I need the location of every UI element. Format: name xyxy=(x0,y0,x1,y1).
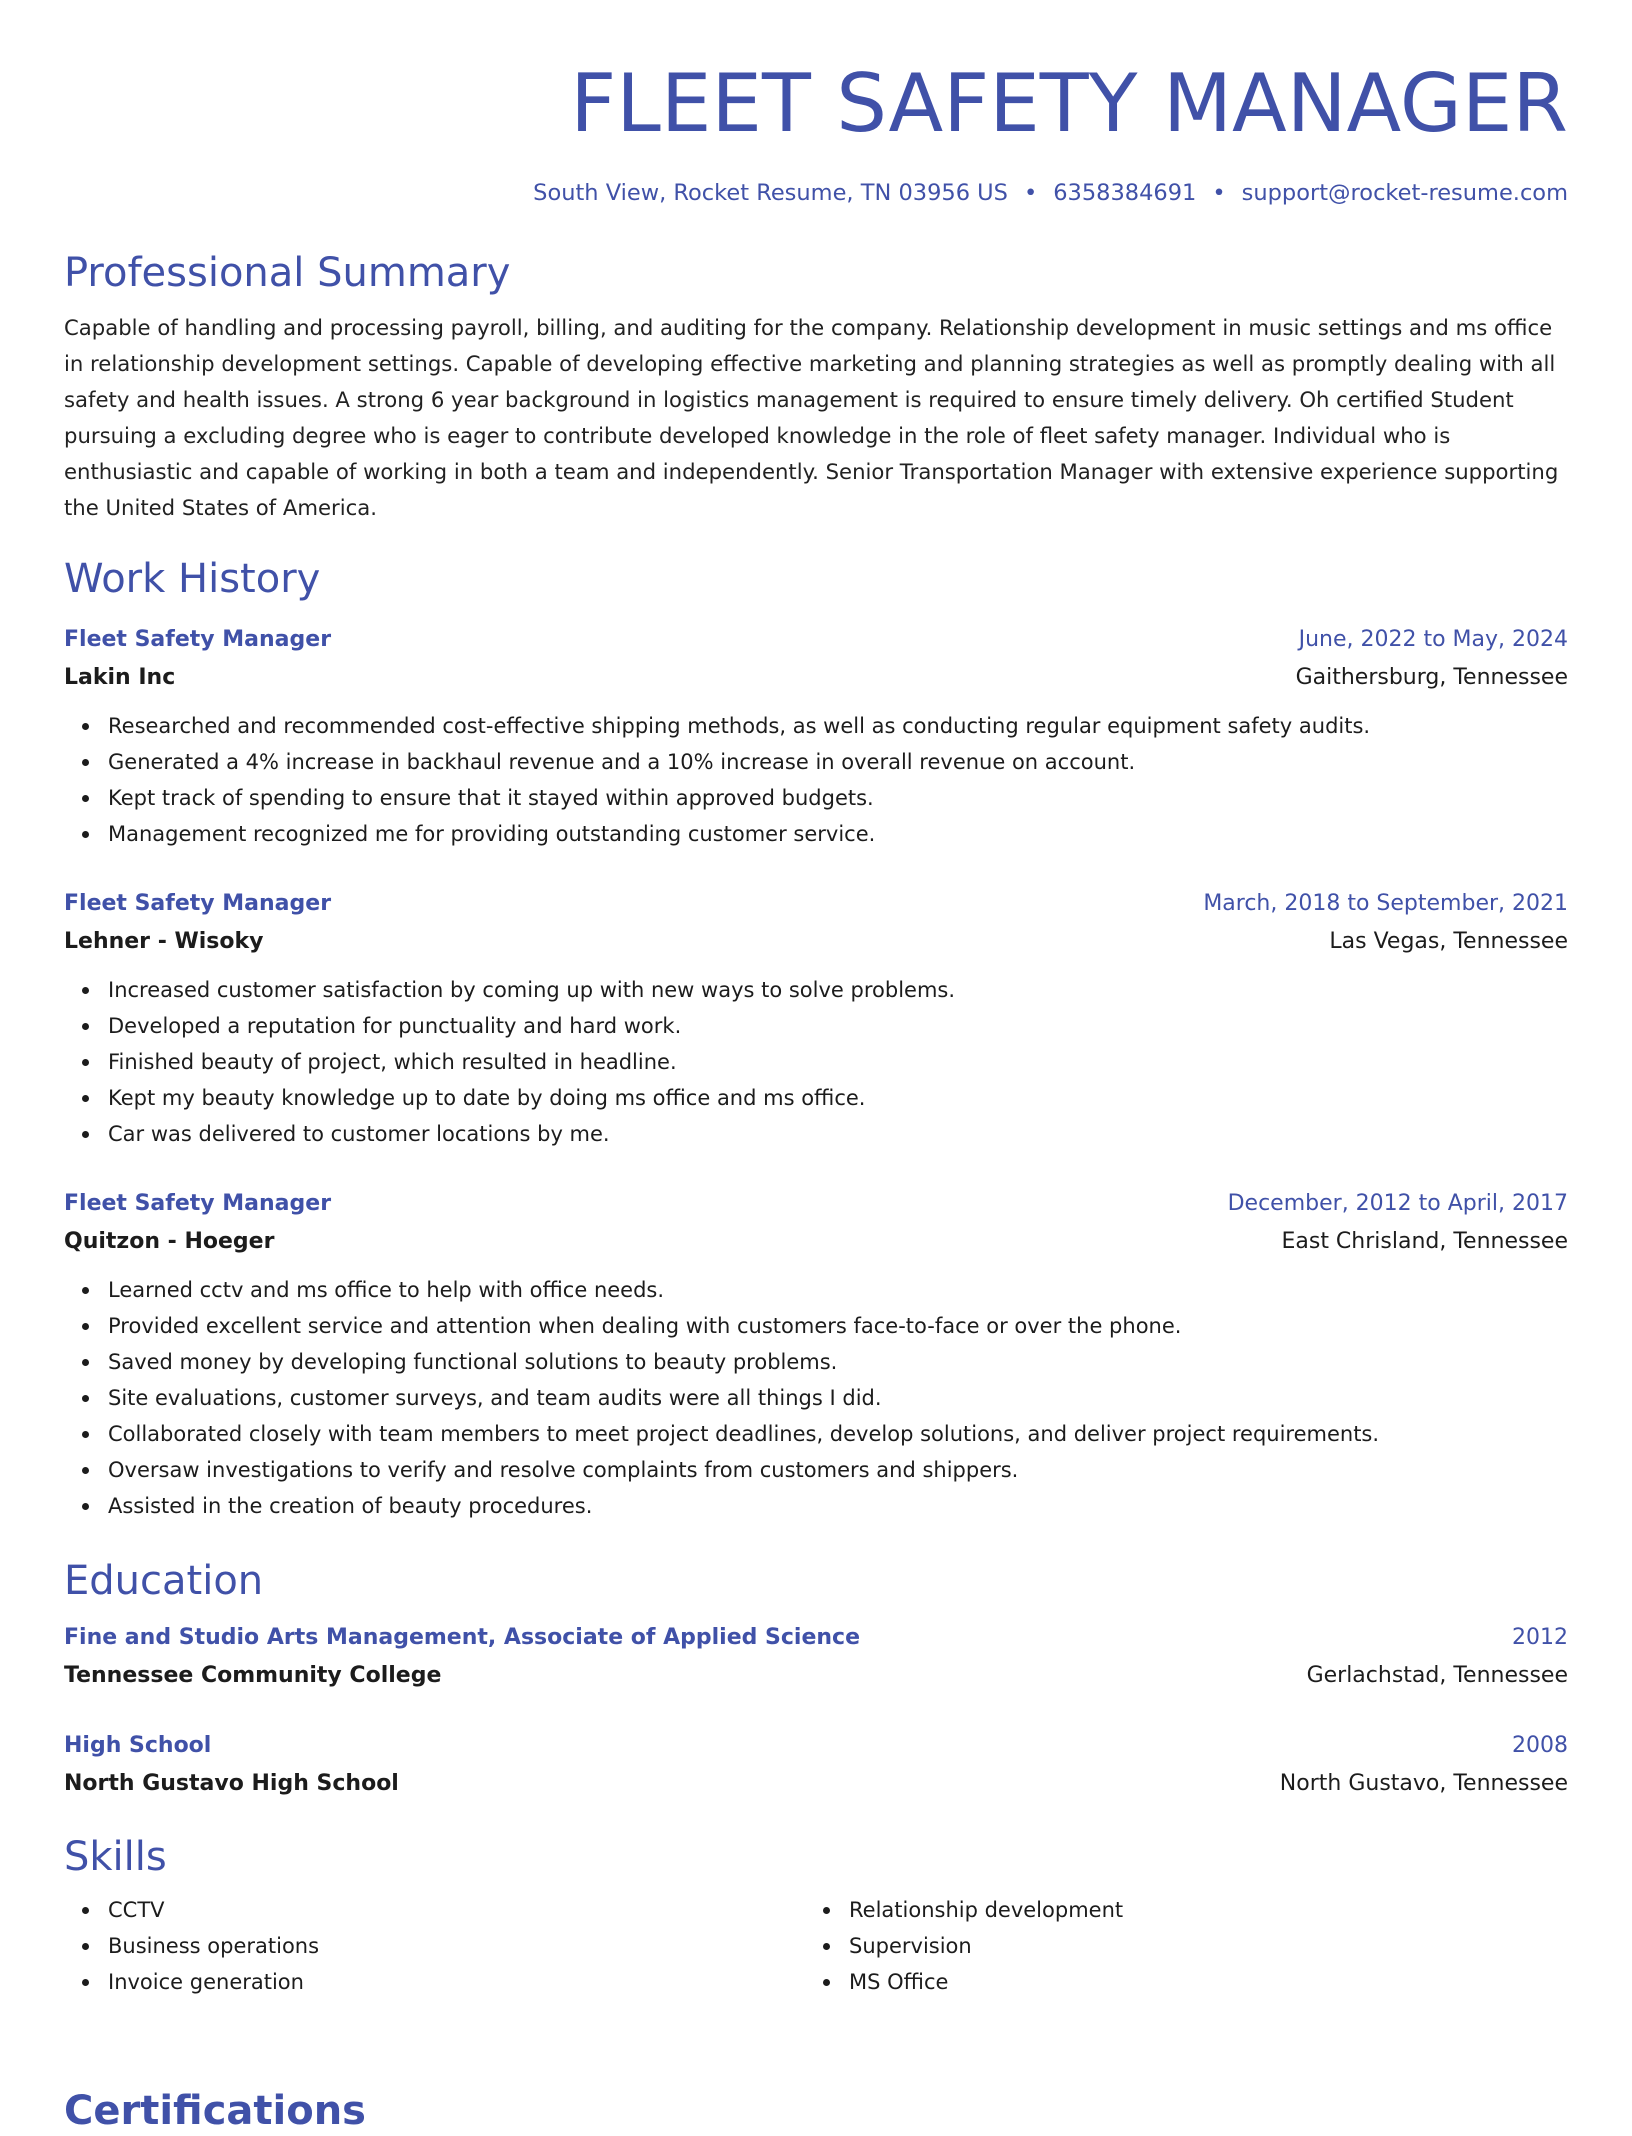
job-dates: June, 2022 to May, 2024 xyxy=(1298,627,1568,652)
job-company: Lakin Inc xyxy=(64,665,176,690)
summary-text: Capable of handling and processing payroll, billing, and auditing for the company. Relationship development in music settings and ms office in relationship development settings. Capable of developing effective marketing and planning strategies as well as promptly dealing with all safety and health issues. A strong 6 year background in logistics management is required to ensure timely delivery. Oh certified Student pursuing a excluding degree who is eager to contribute developed knowledge in the role of fleet safety manager. Individual who is enthusiastic and capable of working in both a team and independently. Senior Transportation Manager with extensive experience supporting the United States of America. xyxy=(64,315,1559,520)
list-item: Saved money by developing functional solutions to beauty problems. xyxy=(108,1344,1568,1380)
job-title: Fleet Safety Manager xyxy=(64,1191,332,1216)
job-company: Quitzon - Hoeger xyxy=(64,1229,275,1254)
job-title: Fleet Safety Manager xyxy=(64,891,332,916)
summary-heading: Professional Summary xyxy=(64,250,511,296)
resume-page xyxy=(64,0,1568,2134)
skills-list xyxy=(64,1892,805,2000)
skills-heading: Skills xyxy=(64,1834,167,1880)
education-degree: High School xyxy=(64,1733,212,1758)
education-school: Tennessee Community College xyxy=(64,1663,442,1688)
skill-item: MS Office xyxy=(849,1964,1546,2000)
job-title: Fleet Safety Manager xyxy=(64,627,332,652)
list-item: Car was delivered to customer locations by me. xyxy=(108,1116,1568,1152)
job-bullets xyxy=(64,972,1568,1152)
contact-separator: • xyxy=(1212,180,1226,206)
list-item: Increased customer satisfaction by coming up with new ways to solve problems. xyxy=(108,972,1568,1008)
job-entry xyxy=(64,1186,1568,1524)
next-section-heading: Certifications xyxy=(64,2088,366,2134)
job-bullets xyxy=(64,1272,1568,1524)
contact-address: South View, Rocket Resume, TN 03956 US xyxy=(533,180,1008,206)
education-entry xyxy=(64,1728,1568,1804)
job-dates: December, 2012 to April, 2017 xyxy=(1227,1191,1568,1216)
skills-column-left xyxy=(64,1892,805,2000)
education-year: 2012 xyxy=(1512,1625,1568,1650)
list-item: Researched and recommended cost-effective shipping methods, as well as conducting regular equipment safety audits. xyxy=(108,708,1568,744)
list-item: Oversaw investigations to verify and resolve complaints from customers and shippers. xyxy=(108,1452,1568,1488)
list-item: Learned cctv and ms office to help with office needs. xyxy=(108,1272,1568,1308)
job-dates: March, 2018 to September, 2021 xyxy=(1203,891,1568,916)
work-history-heading: Work History xyxy=(64,556,321,602)
education-heading: Education xyxy=(64,1558,264,1604)
skill-item: Invoice generation xyxy=(108,1964,805,2000)
contact-separator: • xyxy=(1023,180,1038,206)
job-location: Las Vegas, Tennessee xyxy=(1329,929,1568,954)
skill-item: Supervision xyxy=(849,1928,1546,1964)
list-item: Generated a 4% increase in backhaul revenue and a 10% increase in overall revenue on account. xyxy=(108,744,1568,780)
list-item: Management recognized me for providing outstanding customer service. xyxy=(108,816,1568,852)
list-item: Site evaluations, customer surveys, and team audits were all things I did. xyxy=(108,1380,1568,1416)
list-item: Finished beauty of project, which resulted in headline. xyxy=(108,1044,1568,1080)
skill-item: CCTV xyxy=(108,1892,805,1928)
job-location: East Chrisland, Tennessee xyxy=(1281,1229,1568,1254)
list-item: Developed a reputation for punctuality and hard work. xyxy=(108,1008,1568,1044)
skill-item: Business operations xyxy=(108,1928,805,1964)
resume-name: FLEET SAFETY MANAGER xyxy=(570,57,1568,150)
job-company: Lehner - Wisoky xyxy=(64,929,264,954)
contact-line xyxy=(64,178,1568,208)
job-entry xyxy=(64,622,1568,852)
skills-grid xyxy=(64,1892,1568,2000)
skill-item: Relationship development xyxy=(849,1892,1546,1928)
contact-email: support@rocket-resume.com xyxy=(1241,180,1568,206)
skills-list xyxy=(805,1892,1546,2000)
education-location: North Gustavo, Tennessee xyxy=(1279,1771,1568,1796)
contact-phone: 6358384691 xyxy=(1053,180,1197,206)
education-school: North Gustavo High School xyxy=(64,1771,399,1796)
list-item: Kept track of spending to ensure that it stayed within approved budgets. xyxy=(108,780,1568,816)
education-year: 2008 xyxy=(1512,1733,1568,1758)
job-bullets xyxy=(64,708,1568,852)
job-entry xyxy=(64,886,1568,1152)
list-item: Provided excellent service and attention when dealing with customers face-to-face or over the phone. xyxy=(108,1308,1568,1344)
education-entry xyxy=(64,1620,1568,1696)
list-item: Assisted in the creation of beauty procedures. xyxy=(108,1488,1568,1524)
education-degree: Fine and Studio Arts Management, Associate of Applied Science xyxy=(64,1625,861,1650)
list-item: Collaborated closely with team members to meet project deadlines, develop solutions, and deliver project requirements. xyxy=(108,1416,1568,1452)
job-location: Gaithersburg, Tennessee xyxy=(1295,665,1568,690)
list-item: Kept my beauty knowledge up to date by doing ms office and ms office. xyxy=(108,1080,1568,1116)
education-location: Gerlachstad, Tennessee xyxy=(1306,1663,1568,1688)
skills-column-right xyxy=(805,1892,1546,2000)
